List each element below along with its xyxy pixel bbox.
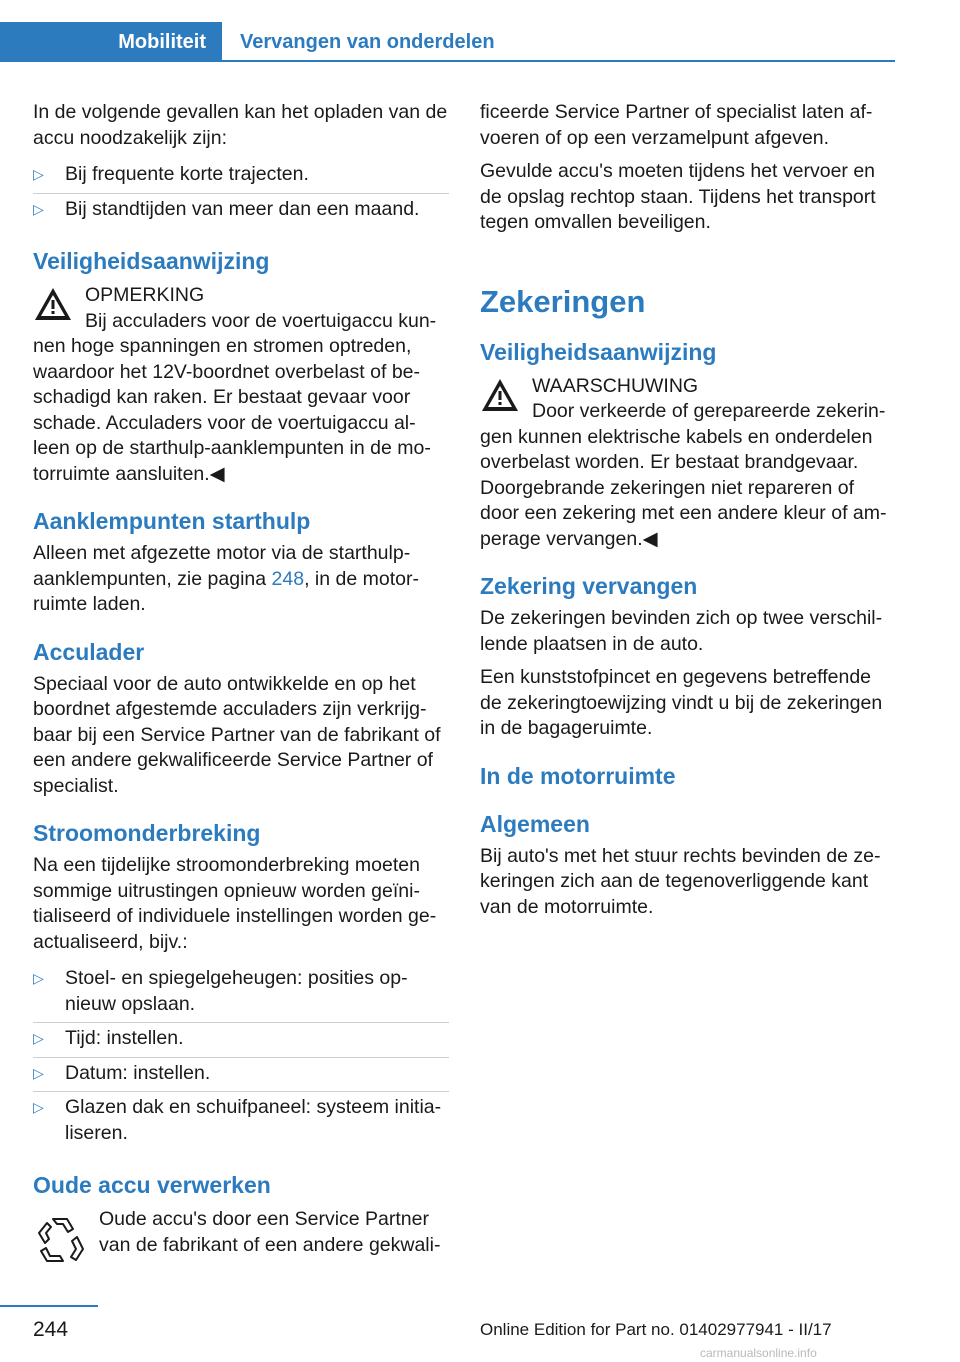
list-item: ▷ Bij frequente korte trajecten. [33, 159, 449, 194]
fuses-safety-heading: Veiligheidsaanwijzing [480, 338, 717, 365]
warning-text-first: Door verkeerde of gerepareerde zekerin- [532, 400, 886, 422]
warning-block [480, 374, 892, 553]
intro-text: In de volgende gevallen kan het opladen van de accu noodzakelijk zijn: [33, 101, 448, 149]
triangle-right-icon: ▷ [33, 166, 44, 182]
header-divider [0, 60, 895, 62]
note-text-first: Bij acculaders voor de voertuigaccu kun- [85, 309, 437, 332]
replace-fuse-text-1: De zekeringen bevinden zich op twee verschil- lende plaatsen in de auto. [480, 607, 883, 655]
triangle-right-icon: ▷ [33, 200, 44, 217]
triangle-right-icon: ▷ [33, 1099, 44, 1115]
warning-triangle-icon [33, 285, 73, 323]
charger-heading: Acculader [33, 638, 145, 665]
warning-label: WAARSCHUWING [532, 374, 699, 397]
general-text: Bij auto's met het stuur rechts bevinden de ze- keringen zich aan de tegenoverliggende kant van de motorruimte. [480, 844, 881, 918]
engine-compartment-heading: In de motorruimte [480, 762, 676, 789]
safety-heading: Veiligheidsaanwijzing [33, 248, 270, 274]
disposal-block [33, 1207, 449, 1258]
footer-divider [0, 1305, 98, 1307]
intro-bullet-list [33, 159, 449, 227]
power-interruption-heading: Stroomonderbreking [33, 820, 261, 846]
list-item: ▷ Datum: instellen. [33, 1058, 449, 1093]
power-interruption-text: Na een tijdelijke stroomonderbreking moeten sommige uitrustingen opnieuw worden geïni- tialiseerd of individuele instellingen worden ge- actualiseerd, bijv.: [33, 854, 437, 953]
charger-text: Speciaal voor de auto ontwikkelde en op het boordnet afgestemde acculaders zijn verkrijg- baar bij een Service Partner van de fabrikant of een andere gekwalificeerde Service Partner of specialist. [33, 672, 441, 797]
section-title[interactable]: Vervangen van onderdelen [240, 30, 495, 53]
chapter-tab[interactable]: Mobiliteit [0, 22, 222, 62]
note-label: OPMERKING [85, 284, 205, 306]
jump-start-heading: Aanklempunten starthulp [33, 508, 311, 534]
disposal-heading: Oude accu verwerken [33, 1172, 271, 1198]
warning-triangle-icon [480, 376, 520, 414]
fuses-title: Zekeringen [480, 283, 646, 319]
left-column [33, 100, 449, 1258]
list-item: ▷ Stoel- en spiegelgeheugen: posities op- nieuw opslaan. [33, 963, 449, 1023]
edition-text: Online Edition for Part no. 01402977941 - II/17 [480, 1320, 832, 1339]
page-link[interactable]: 248 [271, 567, 305, 590]
triangle-right-icon: ▷ [33, 970, 44, 986]
replace-fuse-text-2: Een kunststofpincet en gegevens betreffende de zekeringtoewijzing vindt u bij de zekeringen in de bagageruimte. [480, 666, 883, 739]
disposal-continued-text: ficeerde Service Partner of specialist laten af- voeren of op een verzamelpunt afgeven. [480, 101, 873, 149]
note-block [33, 283, 449, 487]
watermark: carmanualsonline.info [700, 1346, 817, 1360]
jump-start-text: Alleen met afgezette motor via de starthulp- aanklempunten, zie pagina 248, in de motor- ruimte laden. [33, 542, 419, 615]
transport-text: Gevulde accu's moeten tijdens het vervoer en de opslag rechtop staan. Tijdens het transport tegen omvallen beveiligen. [480, 160, 876, 233]
page-header [0, 0, 960, 62]
note-text: nen hoge spanningen en stromen optreden, waardoor het 12V-boordnet overbelast of be- schadigd kan raken. Er bestaat gevaar voor schade. Acculaders voor de voertuigaccu al- leen op de starthulp-aanklempunten in de mo- torruimte aansluiten.◀ [33, 335, 431, 485]
warning-text: gen kunnen elektrische kabels en onderdelen overbelast worden. Er bestaat brandgevaar. Doorgebrande zekeringen niet repareren of door een zekering met een andere kleur of am- perage vervangen.◀ [480, 425, 887, 550]
recycle-icon [33, 1213, 87, 1267]
replace-fuse-heading: Zekering vervangen [480, 573, 698, 599]
list-item: ▷ Glazen dak en schuifpaneel: systeem initia- liseren. [33, 1096, 442, 1144]
power-bullet-list [33, 963, 449, 1151]
general-heading: Algemeen [480, 810, 590, 837]
list-item: ▷ Tijd: instellen. [33, 1023, 449, 1058]
triangle-right-icon: ▷ [33, 1030, 44, 1046]
list-item: ▷ Bij standtijden van meer dan een maand. [33, 194, 449, 228]
disposal-text: Oude accu's door een Service Partner van de fabrikant of een andere gekwali- [99, 1208, 441, 1256]
right-column [480, 100, 892, 928]
page-number: 244 [33, 1318, 69, 1341]
triangle-right-icon: ▷ [33, 1064, 44, 1081]
